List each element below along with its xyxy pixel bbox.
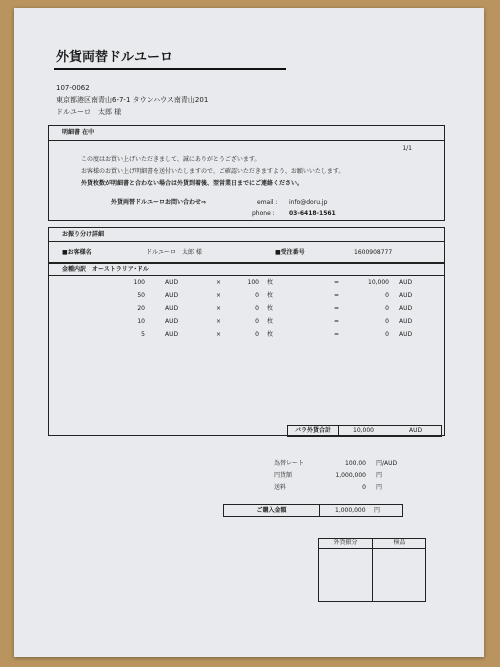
title-underline — [54, 68, 286, 70]
count-unit: 枚 — [267, 305, 274, 312]
multiply-sign: × — [216, 292, 222, 299]
equals-sign: = — [334, 279, 340, 286]
exchange-rate-label: 為替レート — [274, 460, 305, 467]
denomination: 20 — [137, 305, 145, 312]
total-divider — [338, 426, 339, 436]
foreign-total-currency: AUD — [409, 427, 423, 434]
equals-sign: = — [334, 318, 340, 325]
equals-sign: = — [334, 305, 340, 312]
multiply-sign: × — [216, 279, 222, 286]
address: 東京都港区南青山6-7-1 タウンハウス南青山201 — [56, 96, 209, 104]
page-number: 1/1 — [402, 145, 412, 152]
row-amount: 0 — [385, 318, 389, 325]
denomination: 10 — [137, 318, 145, 325]
jpy-amount-unit: 円 — [376, 472, 383, 479]
customer-label: ■お客様名 — [62, 249, 92, 256]
details-title: お振り分け詳細 — [62, 231, 105, 238]
breakdown-section — [48, 263, 445, 436]
stamp-column-inspection: 検品 — [393, 539, 406, 546]
breakdown-row — [49, 331, 444, 341]
stamp-column-sorting: 外貨振分 — [333, 539, 358, 546]
recipient-name: ドルユーロ 太郎 様 — [56, 108, 122, 116]
row-amount: 0 — [385, 305, 389, 312]
breakdown-row — [49, 292, 444, 302]
row-currency: AUD — [399, 331, 413, 338]
breakdown-header-divider — [49, 275, 444, 276]
note-count: 0 — [255, 305, 259, 312]
row-amount: 0 — [385, 292, 389, 299]
statement-section — [48, 125, 445, 221]
message-line-2: お客様のお買い上げ明細書を送付いたしますので、ご確認いただきますよう、お願いいたします。 — [81, 168, 345, 175]
currency: AUD — [165, 292, 179, 299]
row-amount: 0 — [385, 331, 389, 338]
jpy-amount-value: 1,000,000 — [335, 472, 366, 479]
denomination: 5 — [141, 331, 145, 338]
customer-value: ドルユーロ 太郎 様 — [146, 249, 202, 256]
exchange-rate-unit: 円/AUD — [376, 460, 398, 467]
order-number-label: ■受注番号 — [275, 249, 305, 256]
phone-value: 03-6418-1561 — [289, 210, 336, 217]
purchase-total-label: ご購入金額 — [256, 507, 287, 514]
multiply-sign: × — [216, 305, 222, 312]
multiply-sign: × — [216, 318, 222, 325]
shipping-label: 送料 — [274, 484, 287, 491]
shipping-value: 0 — [362, 484, 366, 491]
statement-label: 明細書 在中 — [62, 129, 95, 136]
note-count: 0 — [255, 318, 259, 325]
currency: AUD — [165, 279, 179, 286]
inspection-stamp-box — [318, 538, 426, 602]
jpy-amount-label: 円貨額 — [274, 472, 293, 479]
email-label: email : — [257, 199, 278, 206]
row-currency: AUD — [399, 305, 413, 312]
count-unit: 枚 — [267, 292, 274, 299]
document-page — [14, 8, 484, 657]
purchase-divider — [319, 505, 320, 516]
company-title: 外貨両替ドルユーロ — [56, 50, 174, 65]
message-line-3: 外貨枚数が明細書と合わない場合は外貨到着後、翌営業日までにご連絡ください。 — [81, 180, 304, 187]
stamp-column-divider — [372, 539, 373, 601]
purchase-total-unit: 円 — [374, 507, 381, 514]
breakdown-row — [49, 318, 444, 328]
breakdown-row — [49, 305, 444, 315]
breakdown-row — [49, 279, 444, 289]
row-currency: AUD — [399, 318, 413, 325]
purchase-total-box — [223, 504, 403, 517]
denomination: 100 — [133, 279, 145, 286]
details-header-divider — [49, 241, 444, 242]
row-currency: AUD — [399, 279, 413, 286]
equals-sign: = — [334, 292, 340, 299]
shipping-unit: 円 — [376, 484, 383, 491]
count-unit: 枚 — [267, 279, 274, 286]
phone-label: phone : — [252, 210, 275, 217]
count-unit: 枚 — [267, 331, 274, 338]
email-value: info@doru.jp — [289, 199, 328, 206]
message-line-1: この度はお買い上げいただきまして、誠にありがとうございます。 — [81, 156, 261, 163]
row-amount: 10,000 — [368, 279, 389, 286]
details-section — [48, 227, 445, 263]
equals-sign: = — [334, 331, 340, 338]
foreign-total-label: バラ外貨合計 — [294, 427, 331, 434]
contact-label: 外貨両替ドルユーロお問い合わせ⇒ — [111, 199, 207, 206]
currency: AUD — [165, 305, 179, 312]
currency: AUD — [165, 331, 179, 338]
note-count: 0 — [255, 292, 259, 299]
breakdown-title: 金種内訳 オーストラリア･ドル — [62, 266, 149, 273]
statement-header-divider — [49, 140, 444, 141]
purchase-total-value: 1,000,000 — [335, 507, 366, 514]
currency: AUD — [165, 318, 179, 325]
foreign-total-value: 10,000 — [353, 427, 374, 434]
count-unit: 枚 — [267, 318, 274, 325]
denomination: 50 — [137, 292, 145, 299]
multiply-sign: × — [216, 331, 222, 338]
foreign-total-box — [287, 425, 442, 437]
exchange-rate-value: 100.00 — [345, 460, 366, 467]
note-count: 0 — [255, 331, 259, 338]
note-count: 100 — [247, 279, 259, 286]
row-currency: AUD — [399, 292, 413, 299]
postal-code: 107-0062 — [56, 84, 90, 92]
order-number-value: 1600908777 — [354, 249, 393, 256]
